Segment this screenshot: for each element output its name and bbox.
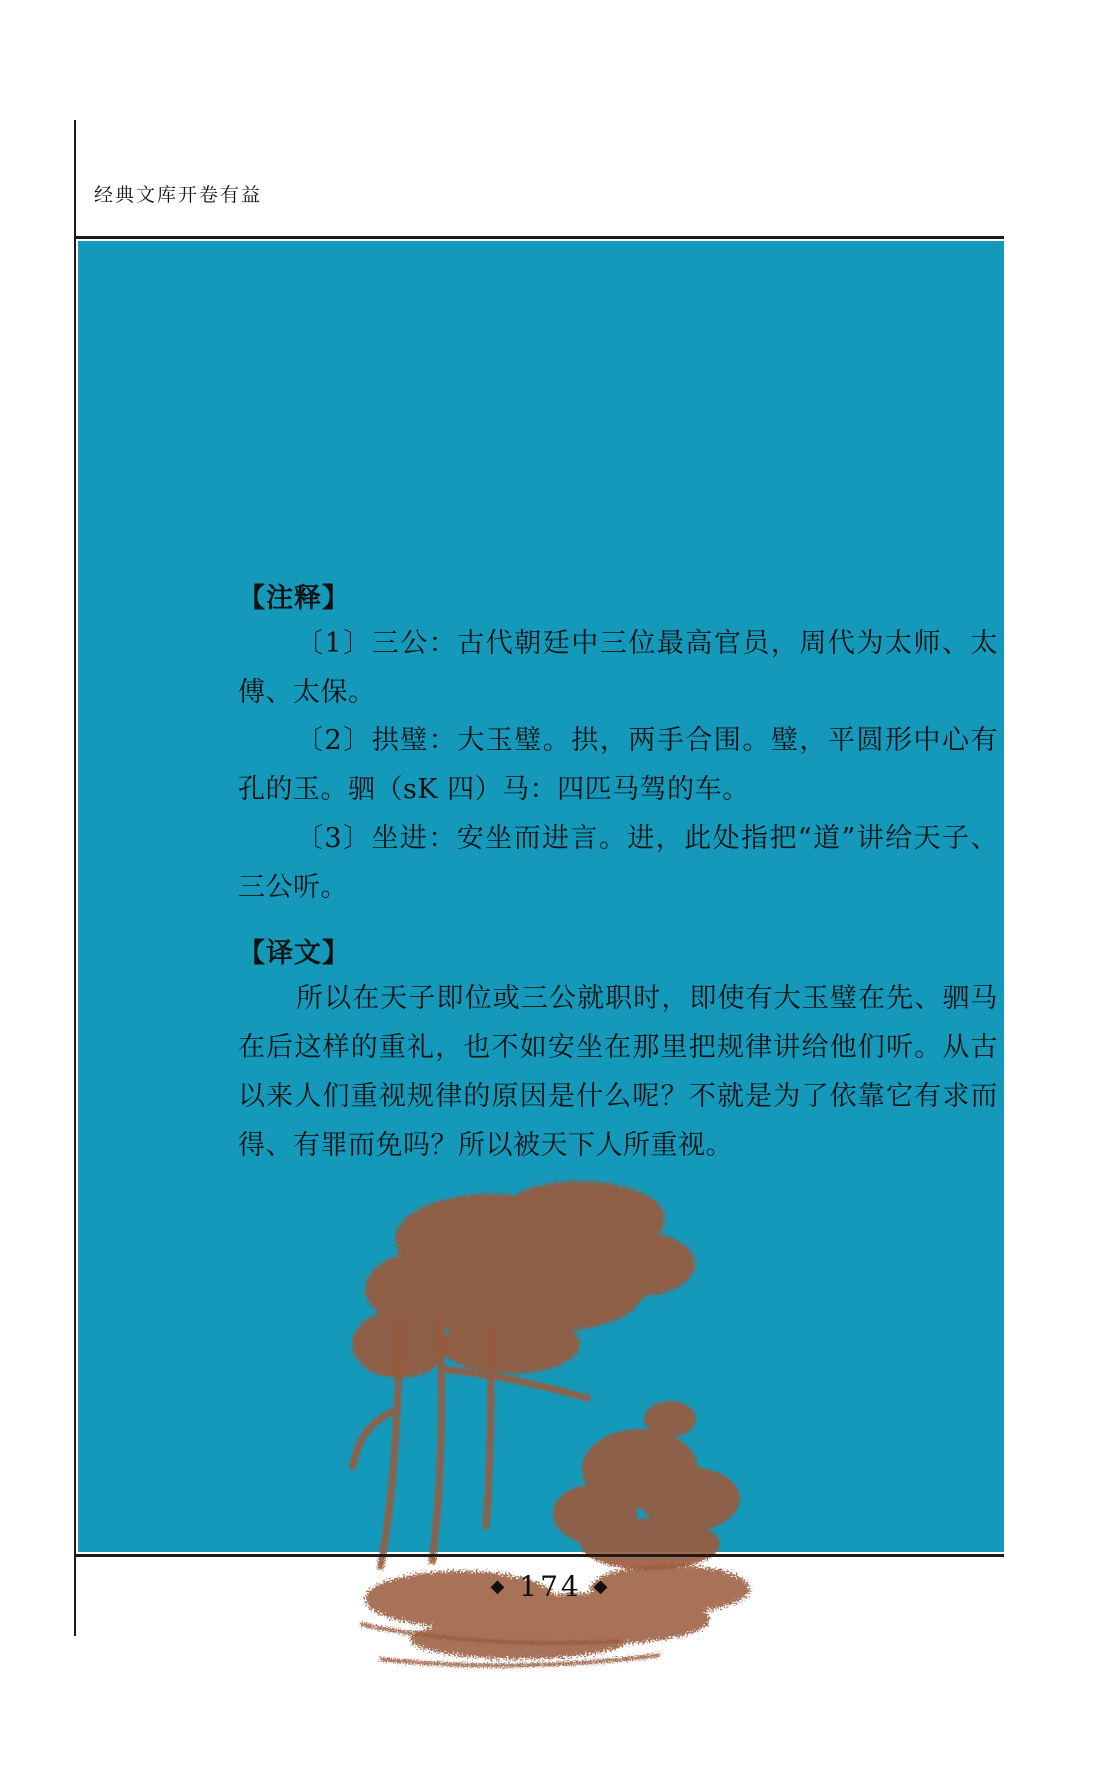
- running-header: 经典文库开卷有益: [94, 184, 263, 206]
- folio-ornament-left: ◆: [490, 1576, 508, 1597]
- note-item-1: 〔1〕三公：古代朝廷中三位最高官员，周代为太师、太傅、太保。: [238, 628, 998, 708]
- folio-number-text: 174: [519, 1570, 582, 1603]
- page-number: [0, 1570, 1101, 1603]
- content-panel: [78, 241, 1004, 1552]
- translation-body: 所以在天子即位或三公就职时，即使有大玉璧在先、驷马在后这样的重礼，也不如安坐在那里把规律讲给他们听。从古以来人们重视规律的原因是什么呢？不就是为了依靠它有求而得、有罪而免吗？所以被天下人所重视。: [238, 983, 998, 1161]
- header-divider: [74, 236, 1004, 239]
- note-item-2: 〔2〕拱璧：大玉璧。拱，两手合围。璧，平圆形中心有孔的玉。驷（sK 四）马：四匹马驾的车。: [238, 725, 998, 805]
- translation-heading: 【译文】: [238, 938, 350, 969]
- notes-heading: 【注释】: [238, 583, 350, 614]
- illustration-image: [340, 1169, 800, 1709]
- folio-ornament-right: ◆: [593, 1576, 611, 1597]
- note-item-3: 〔3〕坐进：安坐而进言。进，此处指把“道”讲给天子、三公听。: [238, 823, 998, 903]
- footer-divider: [74, 1554, 1004, 1557]
- left-margin-rule: [74, 120, 76, 1636]
